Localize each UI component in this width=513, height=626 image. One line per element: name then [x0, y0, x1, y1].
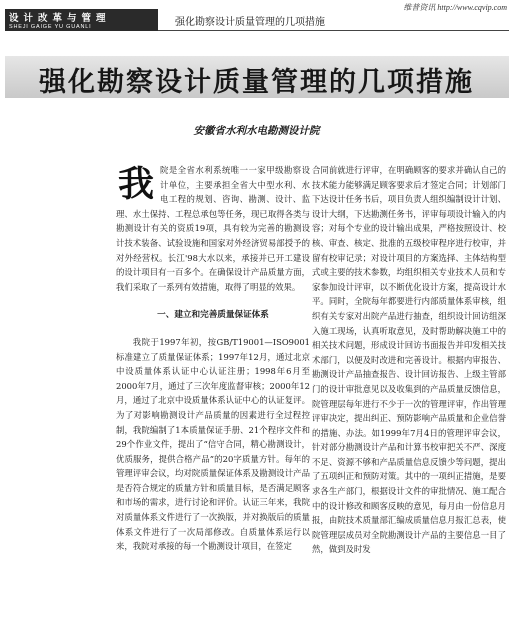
- watermark: 维普资讯 http://www.cqvip.com: [403, 3, 507, 12]
- section-heading: 一、建立和完善质量保证体系: [157, 310, 269, 321]
- column-name-cn: 设计改革与管理: [9, 13, 111, 24]
- left-column: [116, 163, 310, 623]
- column-tag: [5, 9, 158, 31]
- drop-cap: 我: [117, 163, 154, 205]
- section-paragraph: 我院于1997年初，按GB/T19001—ISO9001标准建立了质量保证体系；1997年12月，通过北京中设质量体系认证中心认证注册；1998年6月至2000年7月，通过了三次年度监督审核；2000年12月，通过了北京中设质量体系认证中心的认证复评。为了对影响勘测设计产品质量的因素进行全过程控制，我院编制了1本质量保证手册、21个程序文件和29个作业文件，提出了“信守合同，精心勘测设计，优质服务，提供合格产品”的20字质量方针。每年的管理评审会议，均对院质量保证体系及勘测设计产品是否符合规定的质量方针和质量目标，是否满足顾客和市场的需求，进行讨论和评价。认证三年来，我院对质量体系文件进行了一次换版，并对换版后的质量体系文件进行了一次局部修改。自质量体系运行以来，我院对承接的每一个勘测设计项目，在签定: [116, 336, 310, 552]
- column-name-en: SHEJI GAIGE YU GUANLI: [9, 24, 92, 30]
- right-column-paragraph: 合同前就进行评审，在明确顾客的要求并确认自己的技术能力能够满足顾客要求后才签定合同；计划部门下达设计任务书后，项目负责人组织编制设计计划、设计大纲，下达勘测任务书，评审每项设计输入的内容；对每个专业的设计输出成果，严格按照设计、校核、审查、核定、批准的五级校审程序进行校审，并留有校审记录；对设计项目的方案选择、主体结构型式或主要的技术参数，均组织相关专业技术人员和专家参加设计评审，以不断优化设计方案，提高设计水平。同时，全院每年都要进行内部质量体系审核，组织有关专家对出院产品进行抽查，组织设计回访组深入施工现场，认真听取意见，及时帮助解决施工中的相关技术问题，形成设计回访书面报告并印发相关技术部门，以便及时改进和完善设计。根据内审报告、勘测设计产品抽查报告、设计回访报告、上级主管部门的设计审批意见以及收集到的产品质量反馈信息，院管理层每年进行不少于一次的管理评审，作出管理评审决定，提出纠正、预防影响产品质量和企业信誉的措施、办法。如1999年7月4日的管理评审会议，针对部分勘测设计产品和计算书校审把关不严、深度不足、资源不够和产品质量信息反馈少等问题，提出了五项纠正和预防对策。其中的一项纠正措施，是要求各生产部门，根据设计文件的审批情况、施工配合中的设计修改和顾客反映的意见，每月由一份信息月报，由院技术质量部汇编成质量信息月报汇总表，使院管理层成员对全院勘测设计产品的主要信息一目了然，做到及时发: [312, 165, 506, 555]
- running-header: [5, 9, 509, 31]
- running-title: 强化勘察设计质量管理的几项措施: [175, 17, 325, 28]
- article-author: 安徽省水利水电勘测设计院: [193, 125, 320, 137]
- article-title: 强化勘察设计质量管理的几项措施: [39, 67, 474, 98]
- intro-paragraph: 院是全省水利系统唯一一家甲级勘察设计单位，主要承担全省大中型水利、水电工程的规划、咨询、勘测、设计、监理、水土保持、工程总承包等任务，现已取得各类与勘测设计有关的资质19项，具有较为完善的勘测设计技术装备、试验设施和国家对外经济贸易部授予的对外经营权。长江'98大水以来，承接并已开工建设的设计项目有一百多个。在确保设计产品质量方面，我们采取了一系列有效措施，取得了明显的效果。: [116, 165, 310, 292]
- right-column: [312, 163, 506, 623]
